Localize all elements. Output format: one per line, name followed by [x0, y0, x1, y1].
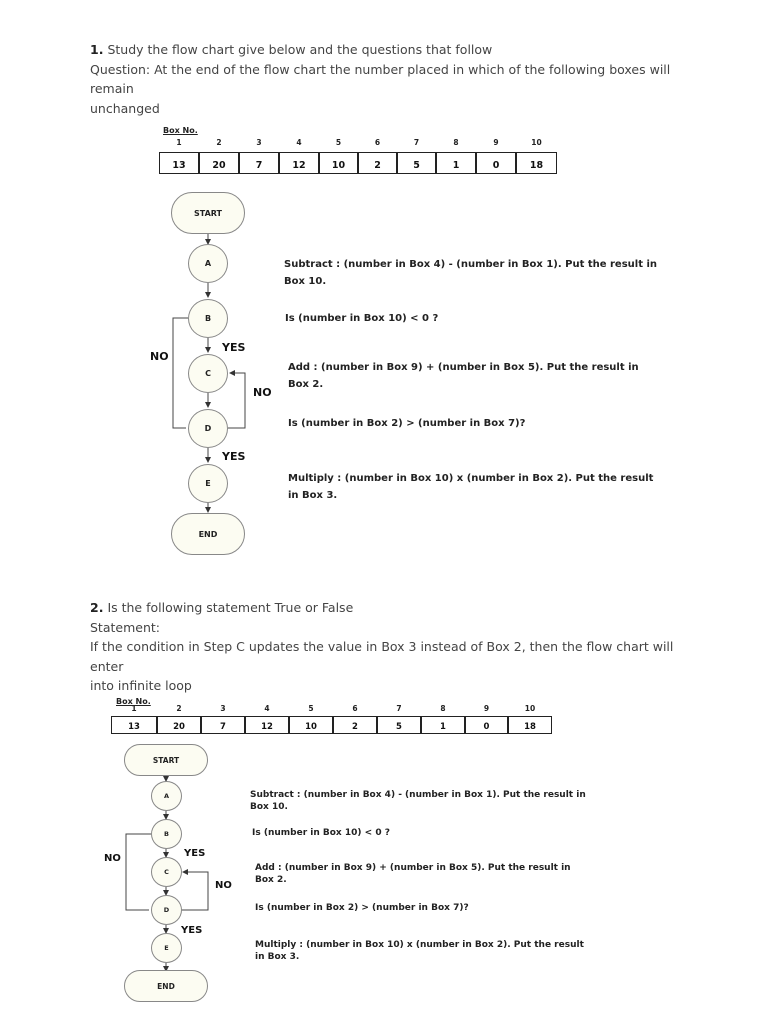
box-number: 4: [296, 138, 302, 147]
step-a-line2: Box 10.: [284, 276, 327, 287]
box-number: 8: [440, 704, 446, 713]
box-value: 12: [292, 160, 306, 171]
yes-label-d: YES: [222, 450, 246, 463]
step-e-line1: Multiply : (number in Box 10) x (number in Box 2). Put the result: [288, 473, 654, 484]
end-node: END: [124, 970, 208, 1002]
no-label-left: NO: [104, 853, 121, 864]
no-label-right: NO: [215, 880, 232, 891]
box-number: 9: [493, 138, 499, 147]
box-value: 2: [374, 160, 381, 171]
box-number: 1: [176, 138, 182, 147]
step-a-line2: Box 10.: [250, 802, 288, 812]
box-value: 5: [413, 160, 420, 171]
box-value: 20: [173, 722, 185, 732]
box-number: 5: [335, 138, 342, 147]
question-2-number: 2.: [90, 600, 104, 615]
box-number: 5: [308, 704, 314, 713]
step-d-description: Is (number in Box 2) > (number in Box 7)?: [288, 418, 526, 429]
yes-label-b: YES: [222, 341, 246, 354]
step-a-line1: Subtract : (number in Box 4) - (number in Box 1). Put the result in: [284, 259, 658, 270]
box-value: 18: [529, 160, 544, 171]
box-number: 10: [531, 138, 542, 147]
step-a-line1: Subtract : (number in Box 4) - (number in Box 1). Put the result in: [250, 790, 586, 800]
start-node: START: [171, 192, 245, 234]
box-number: 1: [131, 704, 137, 713]
step-c-description: [255, 862, 571, 886]
yes-label-d: YES: [181, 925, 203, 936]
question-2-statement: If the condition in Step C updates the value in Box 3 instead of Box 2, then the flow chart will enter: [90, 639, 674, 674]
box-number: 7: [396, 704, 402, 713]
box-value: 13: [128, 722, 140, 732]
node-a: A: [151, 781, 182, 811]
box-value: 12: [261, 722, 273, 732]
box-number: 7: [413, 138, 420, 147]
box-value: 13: [172, 160, 186, 171]
box-value: 5: [396, 722, 402, 732]
node-c: C: [151, 857, 182, 887]
node-c: C: [188, 354, 228, 393]
step-e-line1: Multiply : (number in Box 10) x (number in Box 2). Put the result: [255, 940, 584, 950]
node-d: D: [151, 895, 182, 925]
question-1-prompt: Question: At the end of the flow chart the number placed in which of the following boxes will remain: [90, 61, 671, 96]
box-value: 2: [352, 722, 358, 732]
question-2-statement-cont: into infinite loop: [90, 678, 192, 693]
box-number: 3: [220, 704, 226, 713]
box-number: 2: [176, 704, 182, 713]
step-c-line1: Add : (number in Box 9) + (number in Box 5). Put the result in: [255, 863, 571, 873]
question-1-prompt-cont: unchanged: [90, 100, 160, 116]
node-e: E: [188, 464, 228, 503]
step-c-line1: Add : (number in Box 9) + (number in Box 5). Put the result in: [288, 362, 639, 373]
question-1-number: 1.: [90, 42, 104, 57]
box-number: 10: [524, 704, 536, 713]
start-node: START: [124, 744, 208, 776]
box-label: Box No.: [116, 697, 151, 706]
node-b: B: [188, 299, 228, 338]
step-c-line2: Box 2.: [255, 875, 287, 885]
box-value: 20: [212, 160, 226, 171]
box-number: 2: [216, 138, 222, 147]
box-value: 7: [220, 722, 226, 732]
box-value: 10: [331, 160, 346, 171]
box-number: 3: [256, 138, 262, 147]
box-value: 1: [452, 160, 460, 171]
step-d-description: Is (number in Box 2) > (number in Box 7)?: [255, 903, 469, 913]
box-value: 0: [492, 160, 500, 171]
node-d: D: [188, 409, 228, 448]
box-value: 7: [255, 160, 263, 171]
box-number: 6: [374, 138, 381, 147]
box-value: 1: [440, 722, 446, 732]
question-2-heading-text: Is the following statement True or False: [107, 600, 354, 615]
step-e-line2: in Box 3.: [288, 490, 338, 501]
question-1-heading-text: Study the flow chart give below and the questions that follow: [107, 42, 493, 57]
yes-label-b: YES: [184, 848, 206, 859]
box-number: 9: [483, 704, 490, 713]
node-e: E: [151, 933, 182, 963]
step-b-description: Is (number in Box 10) < 0 ?: [285, 313, 439, 324]
node-a: A: [188, 244, 228, 283]
step-a-description: [250, 789, 586, 813]
step-e-line2: in Box 3.: [255, 952, 300, 962]
box-number: 6: [352, 704, 358, 713]
box-label: Box No.: [163, 126, 198, 135]
end-node: END: [171, 513, 245, 555]
no-label-left: NO: [150, 350, 169, 363]
question-2-statement-label: Statement:: [90, 619, 160, 635]
no-label-right: NO: [253, 386, 272, 399]
box-value: 10: [305, 722, 317, 732]
box-value: 0: [483, 722, 490, 732]
step-e-description: [255, 939, 584, 963]
step-b-description: Is (number in Box 10) < 0 ?: [252, 828, 390, 838]
box-number: 8: [453, 138, 459, 147]
node-b: B: [151, 819, 182, 849]
step-c-line2: Box 2.: [288, 379, 324, 390]
box-value: 18: [524, 722, 536, 732]
box-number: 4: [264, 704, 270, 713]
